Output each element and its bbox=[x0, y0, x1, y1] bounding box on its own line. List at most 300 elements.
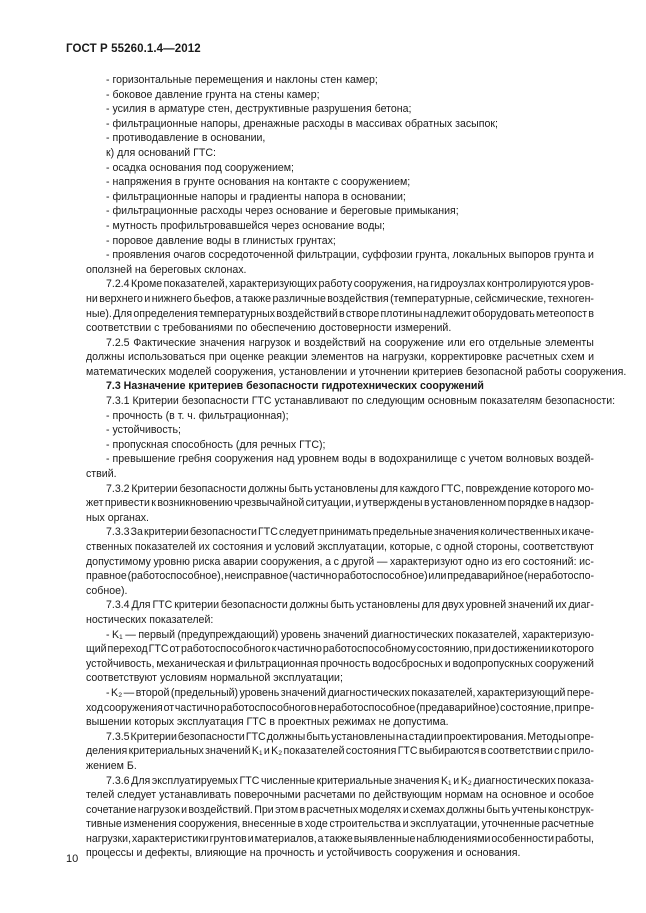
word: или bbox=[447, 336, 466, 349]
word: значения bbox=[199, 336, 245, 349]
word: их bbox=[198, 541, 210, 553]
word: и bbox=[402, 818, 409, 831]
word: быть bbox=[306, 730, 331, 743]
text-line: - пропускная способность (для речных ГТС); bbox=[106, 438, 326, 451]
word: показателей, bbox=[163, 278, 228, 291]
word: сосредоточенной bbox=[208, 249, 294, 262]
word: частично bbox=[277, 643, 322, 656]
text-line: ствий. bbox=[86, 468, 117, 481]
word: значений bbox=[205, 745, 251, 758]
word: и bbox=[588, 351, 594, 364]
word: показателей bbox=[283, 745, 345, 758]
word: расчетных bbox=[505, 351, 558, 364]
word: телей bbox=[86, 789, 115, 802]
text-line bbox=[86, 686, 594, 701]
word: реакции bbox=[267, 351, 308, 364]
word: ни bbox=[86, 292, 98, 305]
text-line bbox=[86, 817, 594, 832]
word: 7.2.5 bbox=[106, 336, 130, 349]
word: Фактические bbox=[133, 336, 196, 349]
word: значения bbox=[394, 774, 440, 787]
word: выявленные bbox=[353, 832, 416, 845]
word: прочность bbox=[320, 657, 371, 670]
text-line: ностических показателей: bbox=[86, 613, 214, 626]
word: от bbox=[163, 701, 175, 714]
word: нагрузок bbox=[137, 803, 180, 816]
word: сочетание bbox=[86, 803, 137, 816]
word: пере- bbox=[566, 686, 594, 699]
word: элементы bbox=[545, 336, 594, 349]
word: локальных bbox=[452, 249, 506, 262]
word: уровнем bbox=[297, 453, 340, 466]
word: мо- bbox=[577, 482, 594, 495]
word: с bbox=[554, 745, 560, 758]
word: прило- bbox=[560, 745, 594, 758]
word: сооружение bbox=[384, 336, 444, 349]
word: строительства bbox=[329, 818, 401, 831]
word: уровень bbox=[239, 686, 280, 699]
word: опре- bbox=[566, 730, 594, 743]
word: наблюдениями bbox=[416, 832, 491, 845]
word: сооружений bbox=[534, 657, 594, 670]
word: эксплуатации, bbox=[317, 541, 387, 553]
word: должны bbox=[289, 599, 329, 612]
word: значений bbox=[508, 599, 554, 612]
word: температурных bbox=[199, 307, 275, 320]
word: характеризующий bbox=[476, 686, 566, 699]
word: значения bbox=[433, 526, 480, 539]
text-line bbox=[86, 452, 594, 467]
word: риска bbox=[192, 555, 221, 568]
word: щий bbox=[86, 643, 107, 656]
word: ные). bbox=[86, 307, 112, 320]
text-line: - противодавление в основании, bbox=[106, 132, 266, 145]
word: характеризуют bbox=[390, 555, 463, 568]
word: контролируются bbox=[486, 278, 567, 291]
word: на bbox=[417, 278, 429, 291]
word: переход bbox=[107, 643, 148, 656]
word: следует bbox=[117, 789, 157, 802]
word: деления bbox=[86, 745, 128, 758]
word: безопасности bbox=[189, 526, 257, 539]
word: уровней bbox=[465, 599, 507, 612]
word: нижнего bbox=[151, 292, 192, 305]
word: Критерии bbox=[130, 730, 177, 743]
word: из bbox=[491, 555, 503, 568]
word: работоспособного bbox=[220, 701, 311, 714]
word: в bbox=[297, 818, 304, 831]
word: принимать bbox=[318, 526, 372, 539]
word: фильтрации, bbox=[296, 249, 360, 262]
word: а bbox=[325, 555, 332, 568]
word: и bbox=[144, 292, 151, 305]
word: показателей, bbox=[455, 628, 520, 641]
word: 7.3.6 bbox=[106, 774, 130, 787]
word: уров- bbox=[567, 278, 594, 291]
word: сооружения bbox=[214, 453, 274, 466]
word: первый bbox=[138, 628, 175, 641]
word: его bbox=[504, 555, 521, 568]
word: состоянию, bbox=[416, 643, 473, 656]
word: характеристики bbox=[132, 832, 209, 845]
text-line: ных органах. bbox=[86, 511, 149, 524]
word: и bbox=[453, 774, 460, 787]
word: конструк- bbox=[548, 803, 594, 816]
word: состояние, bbox=[500, 701, 554, 714]
word: которого bbox=[551, 643, 594, 656]
word: воды bbox=[342, 453, 368, 466]
word: ГТС bbox=[239, 774, 260, 787]
word: также bbox=[242, 292, 272, 305]
word: стороны, bbox=[476, 541, 521, 553]
word: чрезвычайной bbox=[234, 497, 305, 510]
word: нагрузки, bbox=[86, 832, 132, 845]
word: водосбросных bbox=[372, 657, 443, 670]
word: и bbox=[588, 249, 594, 262]
word: одной bbox=[443, 541, 474, 553]
text-line: жением Б. bbox=[86, 759, 137, 772]
word: стадии bbox=[408, 730, 443, 743]
word: критерии bbox=[144, 526, 189, 539]
word: водопропускных bbox=[452, 657, 533, 670]
word: гидроузлах bbox=[430, 278, 486, 291]
text-line: оползней на береговых склонах. bbox=[86, 263, 247, 276]
word: основное bbox=[500, 789, 547, 802]
page-number: 10 bbox=[66, 853, 79, 865]
word: второй bbox=[135, 686, 170, 699]
word: повреждение bbox=[465, 482, 532, 495]
word: Для bbox=[113, 307, 133, 320]
word: в bbox=[480, 745, 487, 758]
word: - bbox=[106, 249, 110, 262]
text-line bbox=[86, 788, 594, 803]
word: показателей bbox=[134, 541, 196, 553]
word: к bbox=[271, 643, 277, 656]
word: в bbox=[299, 803, 306, 816]
word: при bbox=[554, 701, 573, 714]
word: быть bbox=[288, 482, 313, 495]
word: с bbox=[333, 555, 339, 568]
word: неисправное bbox=[224, 570, 289, 583]
word: на bbox=[367, 351, 379, 364]
word: ис- bbox=[579, 555, 594, 568]
text-line: - напряжения в грунте основания на контакте с сооружением; bbox=[106, 176, 411, 189]
word: в bbox=[370, 453, 376, 466]
word: численные bbox=[260, 774, 315, 787]
text-line bbox=[86, 628, 594, 643]
word: нагрузки, bbox=[382, 351, 428, 364]
word: пре- bbox=[572, 701, 594, 714]
word: учтены bbox=[511, 803, 547, 816]
word: расчетных bbox=[306, 803, 359, 816]
word: характеризую- bbox=[522, 628, 594, 641]
word: безопасности bbox=[177, 730, 245, 743]
word: K₁ bbox=[112, 628, 123, 641]
text-line bbox=[86, 744, 594, 759]
word: ГТС bbox=[245, 730, 266, 743]
text-line: к) для оснований ГТС: bbox=[106, 146, 216, 159]
word: в bbox=[311, 701, 317, 714]
word: и bbox=[247, 832, 254, 845]
word: различные bbox=[272, 292, 326, 305]
text-line bbox=[86, 277, 594, 292]
text-line: - фильтрационные расходы через основание и береговые примыкания; bbox=[106, 205, 459, 218]
word: с bbox=[435, 541, 442, 553]
text-line: - поровое давление воды в глинистых грунтах; bbox=[106, 234, 336, 247]
word: уровню bbox=[153, 555, 190, 568]
word: (температурные, bbox=[390, 292, 474, 305]
word: критериальные bbox=[316, 774, 393, 787]
word: и bbox=[265, 541, 272, 553]
word: суффозии bbox=[362, 249, 413, 262]
word: нагрузок bbox=[248, 336, 291, 349]
word: надзор- bbox=[555, 497, 594, 510]
text-line: - горизонтальные перемещения и наклоны стен камер; bbox=[106, 74, 378, 86]
word: к bbox=[151, 497, 156, 510]
word: установленном bbox=[430, 497, 507, 510]
word: материалов, bbox=[254, 832, 317, 845]
text-line bbox=[86, 598, 594, 613]
word: каче- bbox=[568, 526, 594, 539]
word: При bbox=[254, 803, 274, 816]
text-line: - боковое давление грунта на стены камер; bbox=[106, 88, 320, 101]
word: изменения bbox=[123, 818, 177, 831]
word: в bbox=[338, 307, 345, 320]
word: частично bbox=[174, 701, 220, 714]
word: нормам bbox=[444, 789, 483, 802]
word: (неработоспо- bbox=[524, 570, 594, 583]
word: плотины bbox=[380, 307, 423, 320]
word: и bbox=[294, 336, 301, 349]
word: ситуации, bbox=[305, 497, 354, 510]
word: - bbox=[106, 453, 110, 466]
word: использоваться bbox=[127, 351, 206, 364]
word: воздей- bbox=[556, 453, 594, 466]
text-line bbox=[86, 701, 594, 716]
word: условий bbox=[274, 541, 315, 553]
word: значений bbox=[280, 686, 327, 699]
word: элементов bbox=[311, 351, 364, 364]
word: поверочными bbox=[233, 789, 301, 802]
word: грунта bbox=[553, 249, 586, 262]
word: выбираются bbox=[418, 745, 480, 758]
word: безопасности bbox=[220, 599, 288, 612]
word: для bbox=[421, 599, 440, 612]
word: K₂ bbox=[460, 774, 472, 787]
word: должны bbox=[248, 482, 287, 495]
text-line: - осадка основания под сооружением; bbox=[106, 161, 294, 174]
word: створе bbox=[345, 307, 380, 320]
word: каждого bbox=[399, 482, 440, 495]
word: жет bbox=[86, 497, 104, 510]
word: и bbox=[263, 745, 270, 758]
word: этом bbox=[275, 803, 299, 816]
word: расчетами bbox=[303, 789, 356, 802]
word: и bbox=[561, 526, 568, 539]
word: ГТС bbox=[152, 599, 173, 612]
text-line bbox=[86, 482, 594, 497]
word: особенности bbox=[491, 832, 555, 845]
word: 7.3.3 bbox=[106, 526, 130, 539]
text-line bbox=[86, 292, 594, 307]
word: в bbox=[548, 497, 555, 510]
word: достижении bbox=[491, 643, 551, 656]
word: схем bbox=[561, 351, 585, 364]
word: эксплуатируемых bbox=[151, 774, 238, 787]
word: отдельные bbox=[488, 336, 542, 349]
text-line: - усилия в арматуре стен, деструктивные разрушения бетона; bbox=[106, 103, 412, 116]
word: диагностических bbox=[473, 774, 556, 787]
word: и bbox=[402, 803, 409, 816]
word: оценке bbox=[229, 351, 265, 364]
word: на bbox=[485, 789, 498, 802]
word: водохранилище bbox=[378, 453, 458, 466]
word: — bbox=[376, 555, 388, 568]
word: которые, bbox=[389, 541, 434, 553]
word: учетом bbox=[468, 453, 503, 466]
word: должны bbox=[86, 351, 125, 364]
word: верхнего bbox=[99, 292, 143, 305]
word: аварии bbox=[223, 555, 259, 568]
word: установлены bbox=[356, 599, 420, 612]
word: - bbox=[106, 686, 110, 699]
word: уточненные bbox=[481, 818, 540, 831]
word: с bbox=[460, 453, 466, 466]
word: диаг- bbox=[568, 599, 594, 612]
word: ственных bbox=[86, 541, 133, 553]
word: воздействий bbox=[276, 307, 338, 320]
word: метеопост bbox=[536, 307, 588, 320]
text-line bbox=[86, 803, 594, 818]
word: показа- bbox=[557, 774, 594, 787]
word: безопасности bbox=[179, 482, 247, 495]
word: другой bbox=[341, 555, 375, 568]
word: эксплуатации, bbox=[410, 818, 480, 831]
word: диагностических bbox=[371, 628, 454, 641]
word: установлены bbox=[314, 482, 379, 495]
word: уровень bbox=[280, 628, 321, 641]
word: воздействий bbox=[304, 336, 366, 349]
text-line: - мутность профильтровавшейся через основание воды; bbox=[106, 219, 385, 232]
text-line bbox=[86, 774, 594, 789]
word: ГТС bbox=[258, 526, 278, 539]
text-line: процессы и дефекты, влияющие на прочность и устойчивость сооружения и основания. bbox=[86, 847, 521, 860]
word: соответствии bbox=[487, 745, 553, 758]
word: Методы bbox=[527, 730, 566, 743]
word: (предаварийное) bbox=[416, 701, 500, 714]
word: работоспособное) bbox=[338, 570, 428, 583]
word: порядке bbox=[507, 497, 548, 510]
word: над bbox=[276, 453, 295, 466]
word: показателей, bbox=[411, 686, 476, 699]
word: неработоспособное bbox=[317, 701, 416, 714]
word: — bbox=[125, 628, 136, 641]
word: Критерии bbox=[131, 482, 178, 495]
word: работоспособного bbox=[180, 643, 271, 656]
word: ход bbox=[86, 701, 104, 714]
word: моделях bbox=[359, 803, 402, 816]
text-line: соответствии с требованиями по обеспечению достоверности измерений. bbox=[86, 322, 452, 335]
word: грунтов bbox=[209, 832, 247, 845]
text-line bbox=[86, 248, 594, 263]
word: особое bbox=[558, 789, 594, 802]
word: должны bbox=[266, 730, 306, 743]
word: следует bbox=[278, 526, 318, 539]
word: (предельный) bbox=[170, 686, 239, 699]
word: критерии bbox=[174, 599, 219, 612]
text-line bbox=[86, 540, 594, 555]
word: тивные bbox=[86, 818, 122, 831]
word: (работоспособное), bbox=[127, 570, 224, 583]
word: 7.3.4 bbox=[106, 599, 130, 612]
word: состояния bbox=[212, 541, 264, 553]
word: Для bbox=[131, 599, 151, 612]
word: 7.3.5 bbox=[106, 730, 130, 743]
word: и bbox=[227, 657, 234, 670]
word: выпоров bbox=[508, 249, 552, 262]
word: — bbox=[123, 686, 135, 699]
word: при bbox=[208, 351, 227, 364]
word: K₂ bbox=[111, 686, 123, 699]
word: характеризующих bbox=[229, 278, 318, 291]
word: на bbox=[369, 336, 382, 349]
word: гребня bbox=[178, 453, 212, 466]
word: проектирования. bbox=[443, 730, 527, 743]
word: и bbox=[181, 803, 188, 816]
word: двух bbox=[441, 599, 464, 612]
word: или bbox=[428, 570, 447, 583]
word: 7.2.4 bbox=[106, 278, 130, 291]
text-line bbox=[86, 642, 594, 657]
word: по bbox=[358, 789, 371, 802]
word: внесенные bbox=[242, 818, 296, 831]
document-body bbox=[86, 73, 627, 861]
word: утверждены bbox=[362, 497, 423, 510]
word: состояния bbox=[345, 745, 397, 758]
word: количественных bbox=[480, 526, 561, 539]
document-header: ГОСТ Р 55260.1.4—2012 bbox=[66, 43, 201, 55]
text-line bbox=[86, 307, 594, 322]
word: для bbox=[379, 482, 398, 495]
word: работоспособному bbox=[322, 643, 416, 656]
word: 7.3.2 bbox=[106, 482, 130, 495]
text-line: - фильтрационные напоры, дренажные расходы в массивах обратных засыпок; bbox=[106, 117, 498, 130]
word: соответствуют bbox=[522, 541, 594, 553]
word: Для bbox=[131, 774, 151, 787]
word: возникновению bbox=[157, 497, 233, 510]
text-line bbox=[86, 350, 594, 365]
word: ГТС bbox=[397, 745, 418, 758]
word: работы, bbox=[555, 832, 594, 845]
text-line: собное). bbox=[86, 584, 128, 597]
word: их bbox=[555, 599, 567, 612]
word: превышение bbox=[112, 453, 176, 466]
word: а bbox=[235, 292, 242, 305]
text-line: - фильтрационные напоры и градиенты напора в основании; bbox=[106, 190, 406, 203]
word: оборудовать bbox=[472, 307, 535, 320]
word: техноген- bbox=[547, 292, 594, 305]
text-line bbox=[86, 525, 594, 540]
word: на bbox=[396, 730, 408, 743]
word: фильтрационная bbox=[235, 657, 319, 670]
word: работу bbox=[318, 278, 353, 291]
word: устанавливать bbox=[159, 789, 231, 802]
word: ГТС bbox=[148, 643, 169, 656]
text-line bbox=[86, 657, 594, 672]
text-line bbox=[86, 832, 594, 847]
text-line bbox=[86, 336, 594, 351]
word: в bbox=[423, 497, 430, 510]
